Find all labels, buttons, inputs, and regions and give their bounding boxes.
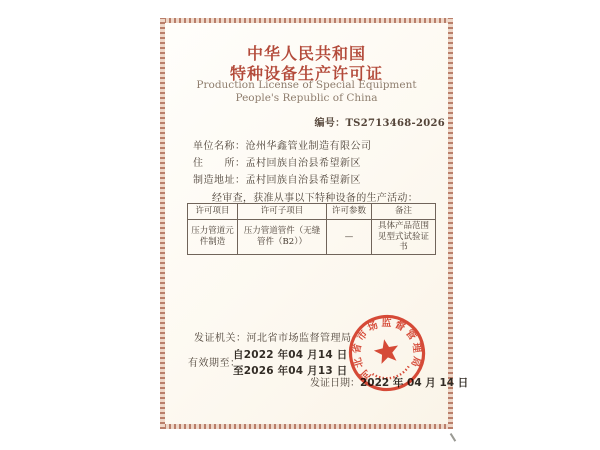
decorative-border-bottom [160, 424, 453, 429]
col-header-permit-item: 许可项目 [188, 204, 238, 220]
issuing-authority-value: 河北省市场监督管理局 [246, 333, 352, 344]
validity-label: 有效期至： [188, 358, 241, 369]
col-header-permit-subitem: 许可子项目 [238, 204, 327, 220]
residence-line [193, 154, 361, 169]
serial-number-line [160, 114, 445, 129]
serial-label: 编号： [314, 118, 346, 129]
issuing-authority-line [194, 329, 352, 344]
cell-permit-parameter: — [327, 220, 372, 255]
col-header-remarks: 备注 [372, 204, 436, 220]
seal-star-icon [372, 337, 401, 365]
title-cn-line2: 特种设备生产许可证 [229, 64, 383, 83]
official-seal [332, 298, 442, 408]
validity-to: 至2026 年04 月13 日 [233, 365, 348, 377]
title-cn-line1: 中华人民共和国 [246, 44, 366, 63]
issuing-authority-label: 发证机关： [194, 333, 247, 344]
manufacture-address-line [193, 171, 361, 186]
col-header-permit-parameter: 许可参数 [327, 204, 372, 220]
serial-value: TS2713468-2026 [345, 118, 445, 129]
table-header-row [188, 204, 436, 220]
company-name-line [193, 137, 372, 152]
issue-date-label: 发证日期： [310, 378, 360, 389]
company-name-label: 单位名称： [193, 141, 246, 152]
scan-artifact [450, 433, 456, 441]
license-scope-table [187, 203, 436, 255]
cell-remarks: 具体产品范围见型式试验证书 [372, 220, 436, 255]
seal-arc-text: 河北省市场监督管理局 [351, 317, 423, 382]
decorative-border-top [160, 18, 453, 23]
validity-from: 自2022 年04 月14 日 [233, 349, 348, 361]
cell-permit-subitem: 压力管道管件（无缝管件（B2）） [238, 220, 327, 255]
approval-note: 经审查，获准从事以下特种设备的生产活动： [212, 193, 418, 204]
company-name-value: 沧州华鑫管业制造有限公司 [245, 141, 372, 152]
cell-permit-item: 压力管道元件制造 [188, 220, 238, 255]
manufacture-address-value: 孟村回族自治县希望新区 [245, 175, 361, 186]
seal-bottom-marks [373, 366, 411, 381]
title-en-line1: Production License of Special Equipment [196, 79, 417, 91]
table-row [188, 220, 436, 255]
manufacture-address-label: 制造地址： [193, 175, 246, 186]
title-en-line2: People's Republic of China [235, 92, 378, 104]
issue-date-value: 2022 年 04 月 14 日 [360, 377, 469, 389]
residence-label: 住 所： [193, 158, 246, 169]
residence-value: 孟村回族自治县希望新区 [245, 158, 361, 169]
